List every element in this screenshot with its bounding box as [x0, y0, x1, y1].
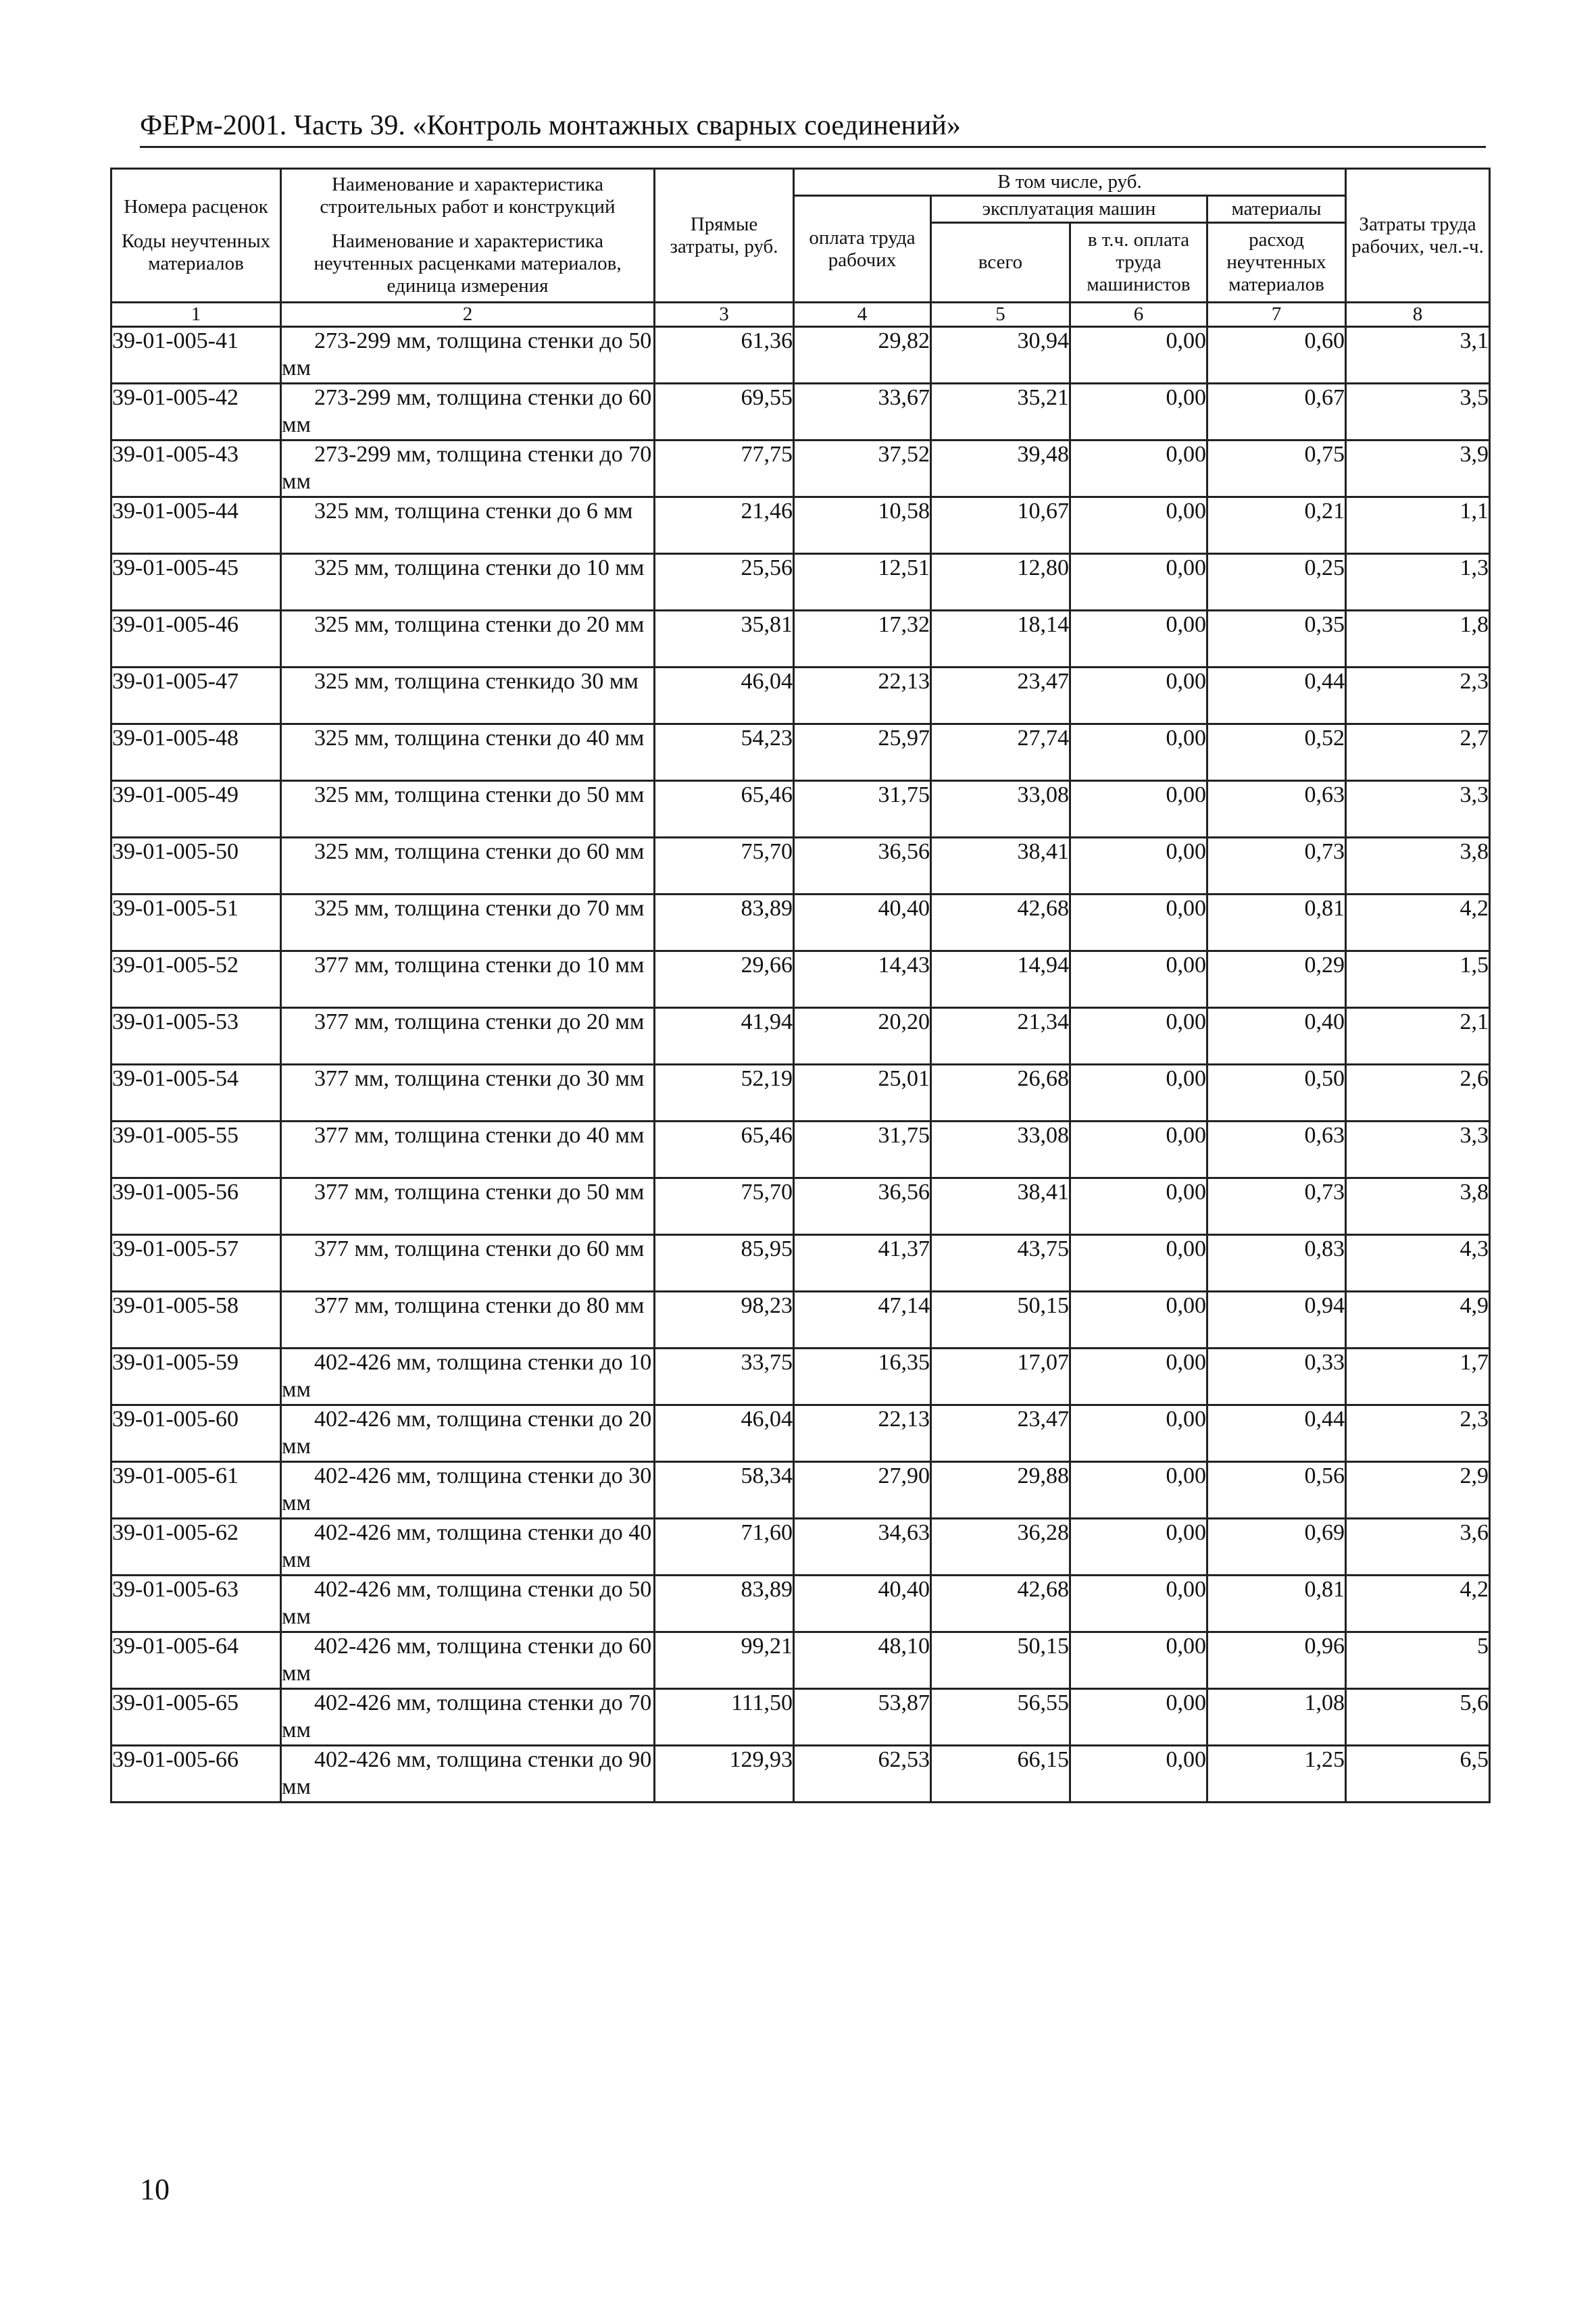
- work-description-cell: 325 мм, толщина стенки до 70 мм: [281, 895, 655, 951]
- rate-code-cell: 39-01-005-46: [111, 611, 281, 668]
- labor-pay-cell: 62,53: [794, 1746, 931, 1803]
- table-row: [111, 951, 1490, 1008]
- labor-pay-cell: 20,20: [794, 1008, 931, 1065]
- work-description-cell: 273-299 мм, толщина стенки до 60 мм: [281, 384, 655, 441]
- machines-total-cell: 35,21: [931, 384, 1070, 441]
- labor-pay-cell: 16,35: [794, 1349, 931, 1405]
- rate-code-cell: 39-01-005-58: [111, 1292, 281, 1349]
- labor-hours-cell: 3,1: [1346, 327, 1490, 384]
- labor-hours-cell: 2,3: [1346, 668, 1490, 724]
- materials-cost-cell: 0,35: [1207, 611, 1346, 668]
- table-row: [111, 1746, 1490, 1803]
- machines-total-cell: 42,68: [931, 1576, 1070, 1632]
- machines-total-cell: 36,28: [931, 1519, 1070, 1576]
- work-description-cell: 273-299 мм, толщина стенки до 50 мм: [281, 327, 655, 384]
- machines-total-cell: 39,48: [931, 441, 1070, 497]
- work-description-cell: 325 мм, толщина стенки до 50 мм: [281, 781, 655, 838]
- rate-code-cell: 39-01-005-54: [111, 1065, 281, 1122]
- labor-pay-cell: 48,10: [794, 1632, 931, 1689]
- column-number: 5: [931, 303, 1070, 327]
- labor-hours-cell: 3,6: [1346, 1519, 1490, 1576]
- machines-total-cell: 23,47: [931, 668, 1070, 724]
- labor-hours-cell: 1,7: [1346, 1349, 1490, 1405]
- machinists-pay-cell: 0,00: [1070, 895, 1207, 951]
- direct-costs-cell: 83,89: [655, 895, 794, 951]
- labor-pay-cell: 31,75: [794, 1122, 931, 1178]
- direct-costs-cell: 65,46: [655, 781, 794, 838]
- machinists-pay-cell: 0,00: [1070, 1065, 1207, 1122]
- machinists-pay-cell: 0,00: [1070, 327, 1207, 384]
- machinists-pay-cell: 0,00: [1070, 1689, 1207, 1746]
- labor-hours-cell: 4,2: [1346, 1576, 1490, 1632]
- machines-total-cell: 14,94: [931, 951, 1070, 1008]
- machinists-pay-cell: 0,00: [1070, 668, 1207, 724]
- rate-code-cell: 39-01-005-52: [111, 951, 281, 1008]
- table-row: [111, 1065, 1490, 1122]
- work-description-cell: 377 мм, толщина стенки до 60 мм: [281, 1235, 655, 1292]
- labor-pay-cell: 12,51: [794, 554, 931, 611]
- rate-code-cell: 39-01-005-62: [111, 1519, 281, 1576]
- direct-costs-cell: 29,66: [655, 951, 794, 1008]
- machines-total-cell: 12,80: [931, 554, 1070, 611]
- materials-cost-cell: 0,50: [1207, 1065, 1346, 1122]
- rate-code-cell: 39-01-005-55: [111, 1122, 281, 1178]
- rate-code-cell: 39-01-005-43: [111, 441, 281, 497]
- table-row: [111, 1122, 1490, 1178]
- materials-cost-cell: 0,44: [1207, 1405, 1346, 1462]
- work-description-cell: 325 мм, толщина стенки до 40 мм: [281, 724, 655, 781]
- work-description-cell: 402-426 мм, толщина стенки до 90 мм: [281, 1746, 655, 1803]
- materials-cost-cell: 1,08: [1207, 1689, 1346, 1746]
- machinists-pay-cell: 0,00: [1070, 1519, 1207, 1576]
- header-unaccounted-materials: расход неучтенных материалов: [1207, 223, 1346, 303]
- table-row: [111, 1008, 1490, 1065]
- materials-cost-cell: 0,60: [1207, 327, 1346, 384]
- column-number: 8: [1346, 303, 1490, 327]
- materials-cost-cell: 0,83: [1207, 1235, 1346, 1292]
- labor-hours-cell: 2,9: [1346, 1462, 1490, 1519]
- labor-pay-cell: 37,52: [794, 441, 931, 497]
- labor-pay-cell: 29,82: [794, 327, 931, 384]
- machinists-pay-cell: 0,00: [1070, 1349, 1207, 1405]
- labor-pay-cell: 36,56: [794, 838, 931, 895]
- direct-costs-cell: 69,55: [655, 384, 794, 441]
- header-machines-total: всего: [931, 223, 1070, 303]
- direct-costs-cell: 71,60: [655, 1519, 794, 1576]
- materials-cost-cell: 0,73: [1207, 838, 1346, 895]
- labor-pay-cell: 10,58: [794, 497, 931, 554]
- materials-cost-cell: 0,63: [1207, 781, 1346, 838]
- page-number: 10: [140, 2173, 170, 2206]
- materials-cost-cell: 0,73: [1207, 1178, 1346, 1235]
- table-row: [111, 554, 1490, 611]
- direct-costs-cell: 99,21: [655, 1632, 794, 1689]
- machines-total-cell: 38,41: [931, 1178, 1070, 1235]
- work-description-cell: 402-426 мм, толщина стенки до 70 мм: [281, 1689, 655, 1746]
- labor-pay-cell: 22,13: [794, 1405, 931, 1462]
- labor-pay-cell: 31,75: [794, 781, 931, 838]
- labor-pay-cell: 34,63: [794, 1519, 931, 1576]
- table-row: [111, 724, 1490, 781]
- materials-cost-cell: 0,25: [1207, 554, 1346, 611]
- machines-total-cell: 27,74: [931, 724, 1070, 781]
- machinists-pay-cell: 0,00: [1070, 1122, 1207, 1178]
- header-labor-hours: Затраты труда рабочих, чел.-ч.: [1346, 169, 1490, 303]
- machinists-pay-cell: 0,00: [1070, 1178, 1207, 1235]
- machinists-pay-cell: 0,00: [1070, 1235, 1207, 1292]
- materials-cost-cell: 0,94: [1207, 1292, 1346, 1349]
- rate-code-cell: 39-01-005-48: [111, 724, 281, 781]
- rate-code-cell: 39-01-005-65: [111, 1689, 281, 1746]
- machinists-pay-cell: 0,00: [1070, 1405, 1207, 1462]
- machines-total-cell: 43,75: [931, 1235, 1070, 1292]
- materials-cost-cell: 0,29: [1207, 951, 1346, 1008]
- direct-costs-cell: 52,19: [655, 1065, 794, 1122]
- materials-cost-cell: 0,44: [1207, 668, 1346, 724]
- work-description-cell: 402-426 мм, толщина стенки до 20 мм: [281, 1405, 655, 1462]
- table-row: [111, 1689, 1490, 1746]
- machines-total-cell: 50,15: [931, 1632, 1070, 1689]
- labor-pay-cell: 36,56: [794, 1178, 931, 1235]
- materials-cost-cell: 1,25: [1207, 1746, 1346, 1803]
- direct-costs-cell: 98,23: [655, 1292, 794, 1349]
- materials-cost-cell: 0,81: [1207, 895, 1346, 951]
- direct-costs-cell: 33,75: [655, 1349, 794, 1405]
- materials-cost-cell: 0,21: [1207, 497, 1346, 554]
- machinists-pay-cell: 0,00: [1070, 724, 1207, 781]
- materials-cost-cell: 0,40: [1207, 1008, 1346, 1065]
- header-material-codes: Коды неучтенных материалов: [121, 230, 271, 274]
- labor-hours-cell: 2,7: [1346, 724, 1490, 781]
- machines-total-cell: 33,08: [931, 781, 1070, 838]
- work-description-cell: 273-299 мм, толщина стенки до 70 мм: [281, 441, 655, 497]
- labor-pay-cell: 41,37: [794, 1235, 931, 1292]
- work-description-cell: 402-426 мм, толщина стенки до 30 мм: [281, 1462, 655, 1519]
- labor-pay-cell: 33,67: [794, 384, 931, 441]
- labor-hours-cell: 3,3: [1346, 1122, 1490, 1178]
- direct-costs-cell: 75,70: [655, 838, 794, 895]
- rate-code-cell: 39-01-005-44: [111, 497, 281, 554]
- labor-hours-cell: 2,6: [1346, 1065, 1490, 1122]
- direct-costs-cell: 85,95: [655, 1235, 794, 1292]
- labor-hours-cell: 3,8: [1346, 1178, 1490, 1235]
- table-row: [111, 441, 1490, 497]
- rate-code-cell: 39-01-005-49: [111, 781, 281, 838]
- rate-code-cell: 39-01-005-63: [111, 1576, 281, 1632]
- labor-pay-cell: 40,40: [794, 895, 931, 951]
- header-machine-ops: эксплуатация машин: [931, 196, 1207, 223]
- labor-hours-cell: 3,9: [1346, 441, 1490, 497]
- machinists-pay-cell: 0,00: [1070, 838, 1207, 895]
- direct-costs-cell: 61,36: [655, 327, 794, 384]
- column-number: 4: [794, 303, 931, 327]
- labor-pay-cell: 17,32: [794, 611, 931, 668]
- direct-costs-cell: 46,04: [655, 668, 794, 724]
- table-row: [111, 838, 1490, 895]
- header-rate-numbers: Номера расценок: [124, 196, 268, 218]
- column-number: 1: [111, 303, 281, 327]
- rate-code-cell: 39-01-005-57: [111, 1235, 281, 1292]
- direct-costs-cell: 77,75: [655, 441, 794, 497]
- labor-hours-cell: 6,5: [1346, 1746, 1490, 1803]
- header-materials: материалы: [1207, 196, 1346, 223]
- header-machinists-pay: в т.ч. оплата труда машинистов: [1070, 223, 1207, 303]
- machinists-pay-cell: 0,00: [1070, 497, 1207, 554]
- materials-cost-cell: 0,69: [1207, 1519, 1346, 1576]
- table-row: [111, 1405, 1490, 1462]
- rate-code-cell: 39-01-005-60: [111, 1405, 281, 1462]
- labor-pay-cell: 40,40: [794, 1576, 931, 1632]
- machinists-pay-cell: 0,00: [1070, 951, 1207, 1008]
- rate-code-cell: 39-01-005-56: [111, 1178, 281, 1235]
- materials-cost-cell: 0,52: [1207, 724, 1346, 781]
- machinists-pay-cell: 0,00: [1070, 1576, 1207, 1632]
- labor-hours-cell: 4,3: [1346, 1235, 1490, 1292]
- labor-hours-cell: 5: [1346, 1632, 1490, 1689]
- materials-cost-cell: 0,67: [1207, 384, 1346, 441]
- table-row: [111, 611, 1490, 668]
- direct-costs-cell: 129,93: [655, 1746, 794, 1803]
- labor-hours-cell: 3,8: [1346, 838, 1490, 895]
- work-description-cell: 377 мм, толщина стенки до 10 мм: [281, 951, 655, 1008]
- labor-pay-cell: 25,01: [794, 1065, 931, 1122]
- machines-total-cell: 56,55: [931, 1689, 1070, 1746]
- rate-code-cell: 39-01-005-59: [111, 1349, 281, 1405]
- rate-code-cell: 39-01-005-53: [111, 1008, 281, 1065]
- rate-code-cell: 39-01-005-50: [111, 838, 281, 895]
- work-description-cell: 402-426 мм, толщина стенки до 40 мм: [281, 1519, 655, 1576]
- machinists-pay-cell: 0,00: [1070, 384, 1207, 441]
- table-row: [111, 781, 1490, 838]
- table-row: [111, 1292, 1490, 1349]
- work-description-cell: 402-426 мм, толщина стенки до 10 мм: [281, 1349, 655, 1405]
- page-header: ФЕРм-2001. Часть 39. «Контроль монтажных сварных соединений»: [140, 108, 1486, 148]
- direct-costs-cell: 54,23: [655, 724, 794, 781]
- machines-total-cell: 29,88: [931, 1462, 1070, 1519]
- work-description-cell: 325 мм, толщина стенки до 20 мм: [281, 611, 655, 668]
- direct-costs-cell: 111,50: [655, 1689, 794, 1746]
- machines-total-cell: 23,47: [931, 1405, 1070, 1462]
- direct-costs-cell: 41,94: [655, 1008, 794, 1065]
- machinists-pay-cell: 0,00: [1070, 441, 1207, 497]
- column-number: 2: [281, 303, 655, 327]
- header-material-name: Наименование и характеристика неучтенных расценками материалов, единица измерения: [314, 230, 622, 297]
- labor-hours-cell: 4,2: [1346, 895, 1490, 951]
- header-in-total: В том числе, руб.: [794, 169, 1346, 196]
- labor-hours-cell: 1,5: [1346, 951, 1490, 1008]
- rate-code-cell: 39-01-005-47: [111, 668, 281, 724]
- rate-code-cell: 39-01-005-45: [111, 554, 281, 611]
- machines-total-cell: 30,94: [931, 327, 1070, 384]
- table-row: [111, 1178, 1490, 1235]
- direct-costs-cell: 21,46: [655, 497, 794, 554]
- machinists-pay-cell: 0,00: [1070, 611, 1207, 668]
- labor-pay-cell: 47,14: [794, 1292, 931, 1349]
- rate-code-cell: 39-01-005-41: [111, 327, 281, 384]
- table-row: [111, 668, 1490, 724]
- rate-code-cell: 39-01-005-42: [111, 384, 281, 441]
- machines-total-cell: 42,68: [931, 895, 1070, 951]
- column-number: 7: [1207, 303, 1346, 327]
- labor-pay-cell: 25,97: [794, 724, 931, 781]
- header-work-name: Наименование и характеристика строительных работ и конструкций: [320, 174, 616, 218]
- header-labor-pay: оплата труда рабочих: [794, 196, 931, 303]
- table-row: [111, 1349, 1490, 1405]
- labor-hours-cell: 3,5: [1346, 384, 1490, 441]
- labor-hours-cell: 1,1: [1346, 497, 1490, 554]
- machinists-pay-cell: 0,00: [1070, 1292, 1207, 1349]
- materials-cost-cell: 0,96: [1207, 1632, 1346, 1689]
- work-description-cell: 377 мм, толщина стенки до 80 мм: [281, 1292, 655, 1349]
- column-number: 3: [655, 303, 794, 327]
- table-row: [111, 1576, 1490, 1632]
- rate-code-cell: 39-01-005-66: [111, 1746, 281, 1803]
- work-description-cell: 325 мм, толщина стенкидо 30 мм: [281, 668, 655, 724]
- machinists-pay-cell: 0,00: [1070, 1008, 1207, 1065]
- labor-hours-cell: 5,6: [1346, 1689, 1490, 1746]
- rate-code-cell: 39-01-005-64: [111, 1632, 281, 1689]
- table-body: [111, 327, 1490, 1803]
- table-row: [111, 1235, 1490, 1292]
- machines-total-cell: 26,68: [931, 1065, 1070, 1122]
- rate-code-cell: 39-01-005-51: [111, 895, 281, 951]
- labor-hours-cell: 2,1: [1346, 1008, 1490, 1065]
- direct-costs-cell: 65,46: [655, 1122, 794, 1178]
- direct-costs-cell: 35,81: [655, 611, 794, 668]
- work-description-cell: 377 мм, толщина стенки до 50 мм: [281, 1178, 655, 1235]
- machinists-pay-cell: 0,00: [1070, 781, 1207, 838]
- machinists-pay-cell: 0,00: [1070, 1746, 1207, 1803]
- work-description-cell: 325 мм, толщина стенки до 10 мм: [281, 554, 655, 611]
- machines-total-cell: 66,15: [931, 1746, 1070, 1803]
- header-direct-costs: Прямые затраты, руб.: [655, 169, 794, 303]
- machines-total-cell: 10,67: [931, 497, 1070, 554]
- work-description-cell: 325 мм, толщина стенки до 6 мм: [281, 497, 655, 554]
- table-row: [111, 1462, 1490, 1519]
- labor-hours-cell: 2,3: [1346, 1405, 1490, 1462]
- header-codes: [111, 169, 281, 303]
- work-description-cell: 325 мм, толщина стенки до 60 мм: [281, 838, 655, 895]
- work-description-cell: 377 мм, толщина стенки до 20 мм: [281, 1008, 655, 1065]
- machines-total-cell: 18,14: [931, 611, 1070, 668]
- labor-hours-cell: 3,3: [1346, 781, 1490, 838]
- direct-costs-cell: 46,04: [655, 1405, 794, 1462]
- machines-total-cell: 33,08: [931, 1122, 1070, 1178]
- work-description-cell: 402-426 мм, толщина стенки до 60 мм: [281, 1632, 655, 1689]
- materials-cost-cell: 0,56: [1207, 1462, 1346, 1519]
- machinists-pay-cell: 0,00: [1070, 1632, 1207, 1689]
- direct-costs-cell: 75,70: [655, 1178, 794, 1235]
- header-names: [281, 169, 655, 303]
- table-row: [111, 497, 1490, 554]
- machines-total-cell: 50,15: [931, 1292, 1070, 1349]
- labor-pay-cell: 27,90: [794, 1462, 931, 1519]
- machines-total-cell: 21,34: [931, 1008, 1070, 1065]
- materials-cost-cell: 0,75: [1207, 441, 1346, 497]
- table-row: [111, 895, 1490, 951]
- work-description-cell: 377 мм, толщина стенки до 40 мм: [281, 1122, 655, 1178]
- column-number: 6: [1070, 303, 1207, 327]
- materials-cost-cell: 0,63: [1207, 1122, 1346, 1178]
- labor-hours-cell: 4,9: [1346, 1292, 1490, 1349]
- labor-pay-cell: 53,87: [794, 1689, 931, 1746]
- labor-hours-cell: 1,8: [1346, 611, 1490, 668]
- rate-code-cell: 39-01-005-61: [111, 1462, 281, 1519]
- labor-pay-cell: 14,43: [794, 951, 931, 1008]
- direct-costs-cell: 83,89: [655, 1576, 794, 1632]
- machines-total-cell: 17,07: [931, 1349, 1070, 1405]
- table-row: [111, 384, 1490, 441]
- labor-hours-cell: 1,3: [1346, 554, 1490, 611]
- work-description-cell: 377 мм, толщина стенки до 30 мм: [281, 1065, 655, 1122]
- materials-cost-cell: 0,81: [1207, 1576, 1346, 1632]
- direct-costs-cell: 25,56: [655, 554, 794, 611]
- machinists-pay-cell: 0,00: [1070, 1462, 1207, 1519]
- materials-cost-cell: 0,33: [1207, 1349, 1346, 1405]
- labor-pay-cell: 22,13: [794, 668, 931, 724]
- work-description-cell: 402-426 мм, толщина стенки до 50 мм: [281, 1576, 655, 1632]
- table-row: [111, 1519, 1490, 1576]
- direct-costs-cell: 58,34: [655, 1462, 794, 1519]
- machinists-pay-cell: 0,00: [1070, 554, 1207, 611]
- table-row: [111, 1632, 1490, 1689]
- table-row: [111, 327, 1490, 384]
- price-table: [110, 168, 1491, 1803]
- machines-total-cell: 38,41: [931, 838, 1070, 895]
